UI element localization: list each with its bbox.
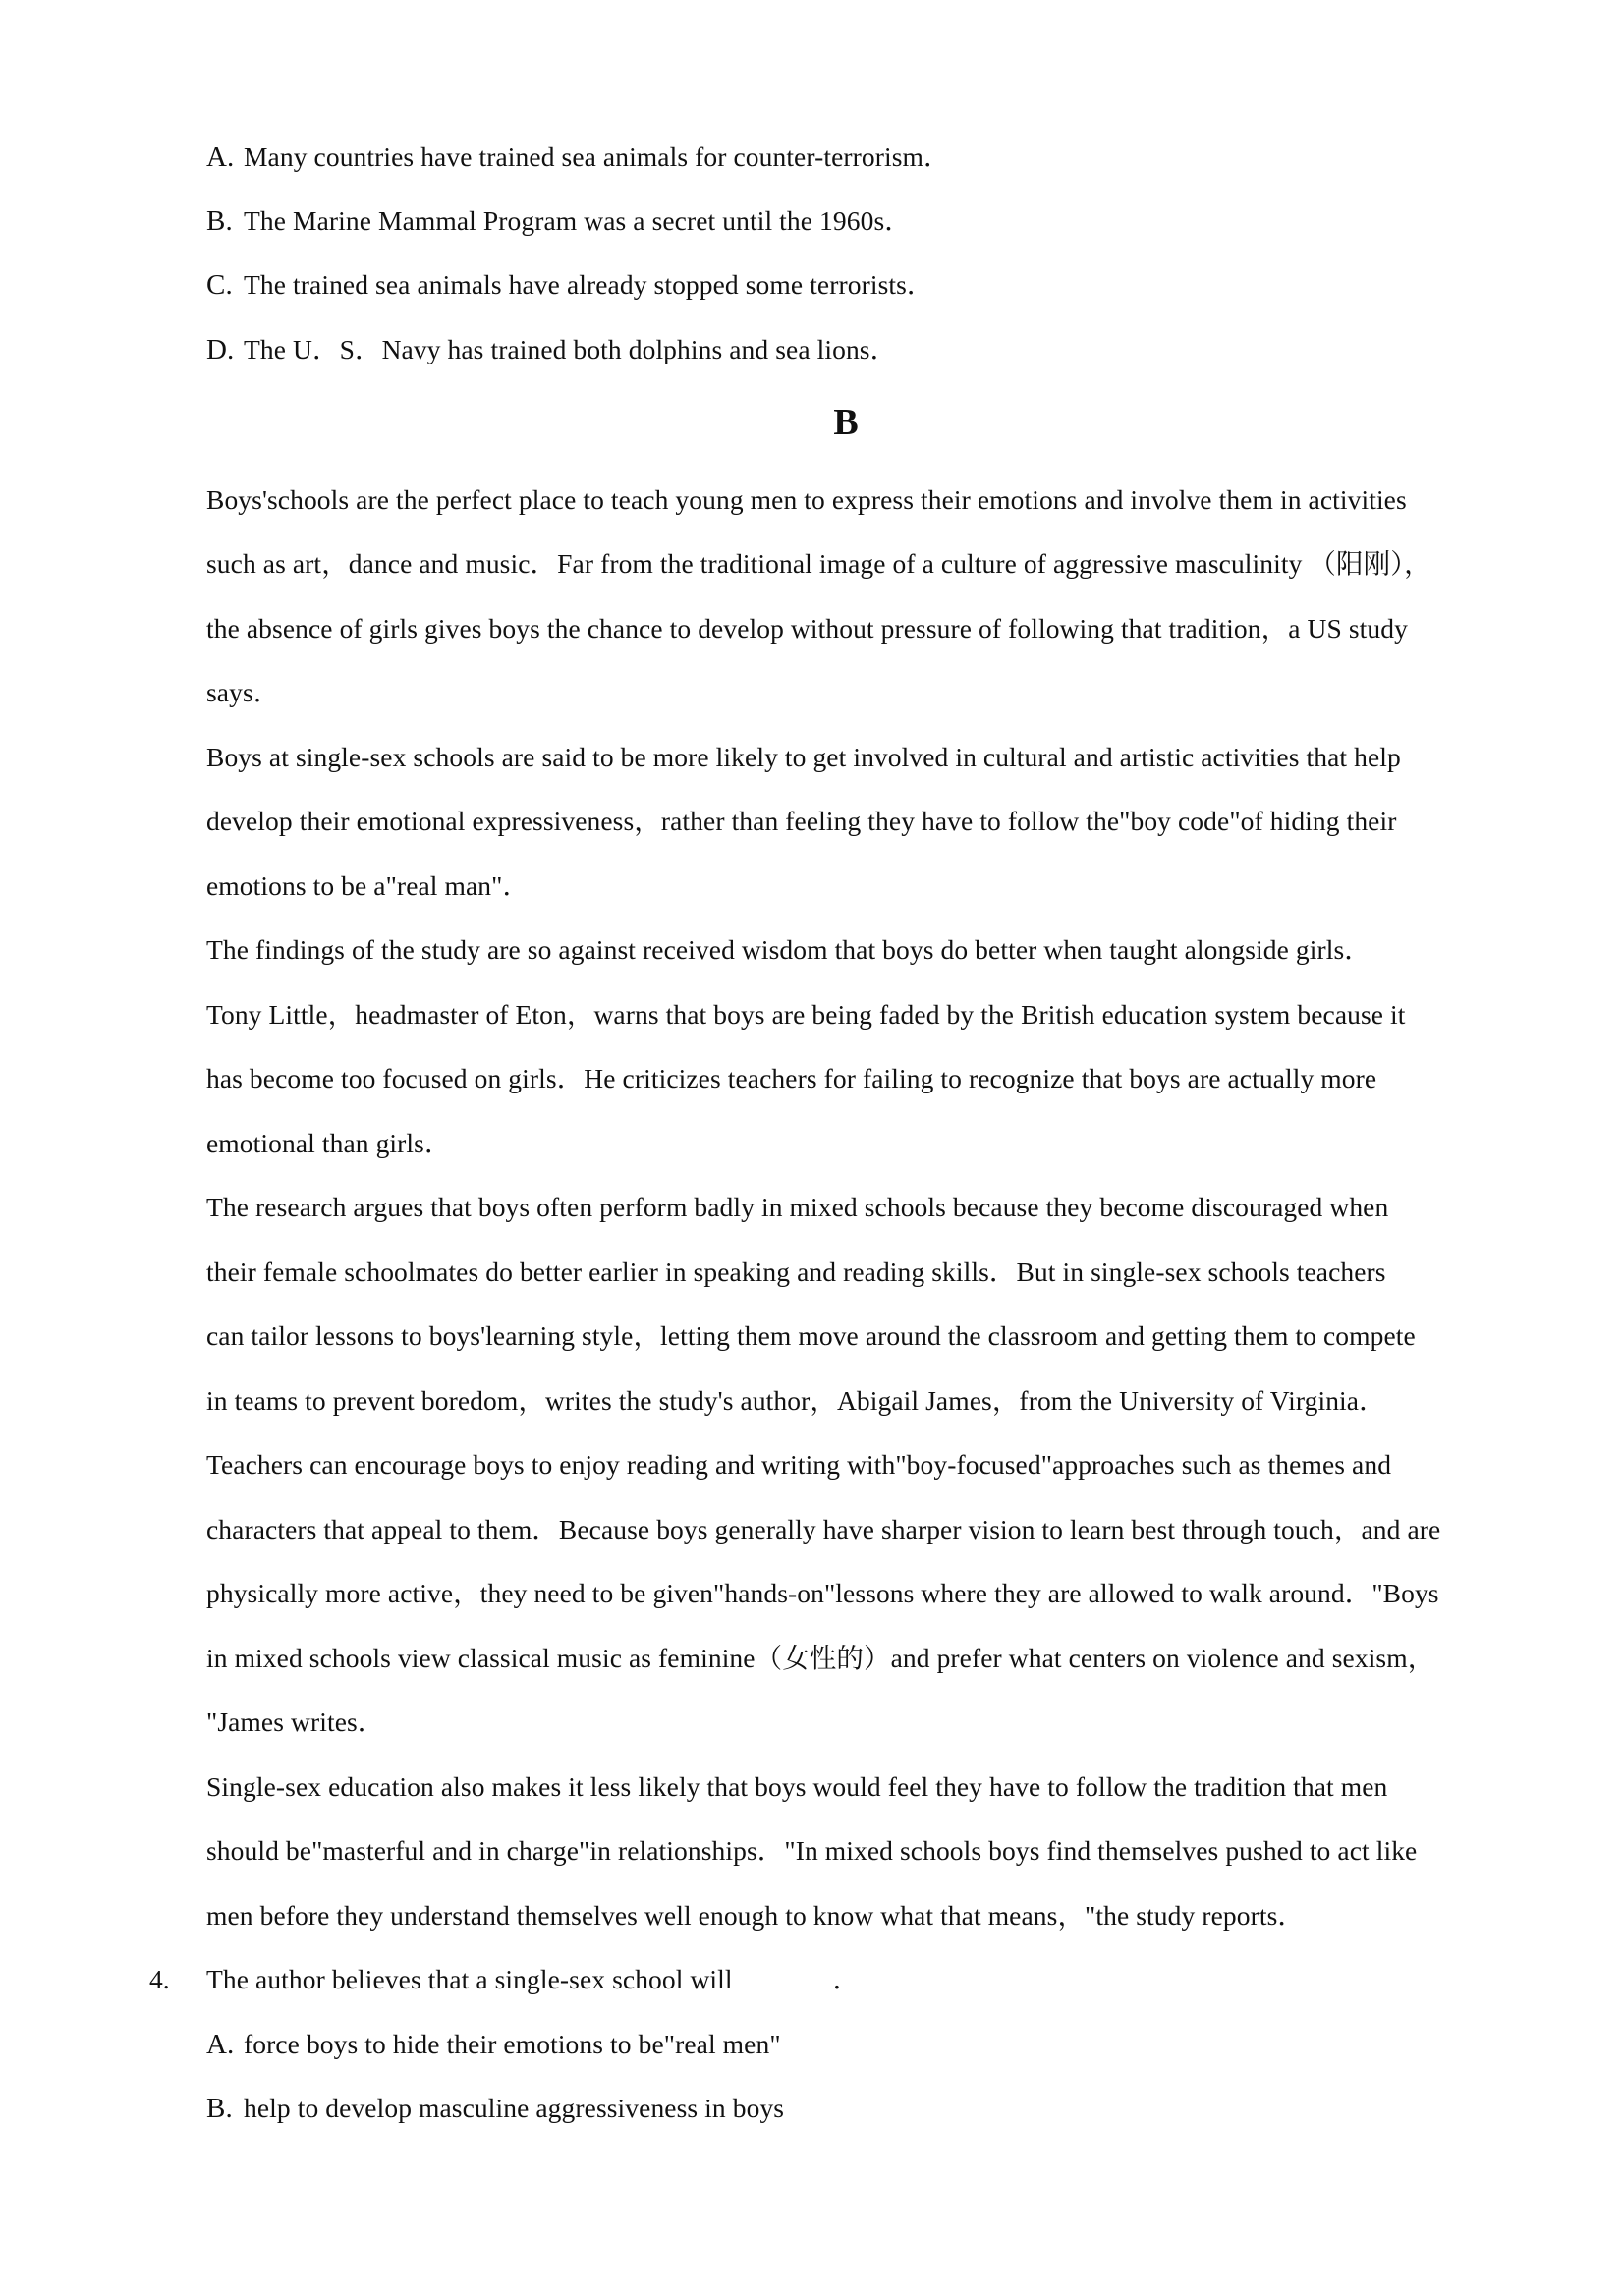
passage-line: can tailor lessons to boys'learning style，letting them move around the classroom and getting them to compete bbox=[206, 1320, 1416, 1351]
passage-line: emotional than girls． bbox=[206, 1128, 452, 1158]
option-letter: A. bbox=[206, 141, 235, 173]
section-title: B bbox=[833, 402, 859, 443]
passage-line: in mixed schools view classical music as feminine（女性的）and prefer what centers on violence and sexism， bbox=[206, 1643, 1435, 1673]
option-letter: D. bbox=[206, 334, 235, 365]
passage-line: develop their emotional expressiveness，rather than feeling they have to follow the"boy code"of hiding their bbox=[206, 806, 1397, 836]
option-text: The Marine Mammal Program was a secret until the 1960s． bbox=[244, 205, 912, 236]
question-option-b bbox=[206, 2091, 784, 2126]
passage-line: such as art，dance and music．Far from the traditional image of a culture of aggressive masculinity （阳刚）， bbox=[206, 548, 1431, 579]
option-a bbox=[206, 140, 951, 175]
passage-line: Boys'schools are the perfect place to teach young men to express their emotions and involve them in activities bbox=[206, 484, 1407, 515]
passage-line: Single-sex education also makes it less likely that boys would feel they have to follow the tradition that men bbox=[206, 1771, 1388, 1802]
question-stem-end: ． bbox=[832, 1964, 861, 1994]
passage-line: in teams to prevent boredom，writes the study's author，Abigail James，from the University of Virginia． bbox=[206, 1385, 1386, 1416]
passage-line: Boys at single-sex schools are said to be more likely to get involved in cultural and artistic activities that help bbox=[206, 742, 1401, 772]
passage-line: has become too focused on girls．He criticizes teachers for failing to recognize that boys are actually more bbox=[206, 1063, 1377, 1093]
option-b bbox=[206, 203, 912, 239]
passage-line: emotions to be a"real man"． bbox=[206, 870, 531, 901]
option-text: help to develop masculine aggressiveness in boys bbox=[244, 2093, 785, 2123]
option-letter: A. bbox=[206, 2029, 235, 2060]
passage-line: The findings of the study are so against received wisdom that boys do better when taught alongside girls． bbox=[206, 934, 1371, 965]
passage-line: men before they understand themselves well enough to know what that means，"the study reports． bbox=[206, 1900, 1305, 1931]
question-stem bbox=[206, 1962, 860, 1997]
question-stem-text: The author believes that a single-sex school will bbox=[206, 1964, 733, 1994]
option-letter: B. bbox=[206, 205, 233, 237]
passage-line: the absence of girls gives boys the chance to develop without pressure of following that tradition，a US study bbox=[206, 613, 1408, 644]
option-text: Many countries have trained sea animals for counter-terrorism． bbox=[244, 141, 951, 172]
passage-line: physically more active，they need to be given"hands-on"lessons where they are allowed to walk around．"Boys bbox=[206, 1578, 1439, 1608]
answer-blank bbox=[740, 1964, 826, 1988]
passage-line: says． bbox=[206, 677, 281, 707]
option-d bbox=[206, 332, 897, 367]
option-text: The trained sea animals have already stopped some terrorists． bbox=[244, 269, 934, 300]
passage-line: "James writes． bbox=[206, 1707, 385, 1737]
passage-line: Teachers can encourage boys to enjoy reading and writing with"boy-focused"approaches such as themes and bbox=[206, 1449, 1392, 1480]
passage-line: characters that appeal to them．Because boys generally have sharper vision to learn best through touch，and are bbox=[206, 1514, 1441, 1544]
passage-line: Tony Little，headmaster of Eton，warns that boys are being faded by the British education system because it bbox=[206, 999, 1406, 1030]
question-option-a bbox=[206, 2027, 781, 2062]
option-c bbox=[206, 267, 934, 303]
option-text: force boys to hide their emotions to be"real men" bbox=[244, 2029, 781, 2059]
option-letter: C. bbox=[206, 269, 233, 301]
passage-line: The research argues that boys often perform badly in mixed schools because they become discouraged when bbox=[206, 1192, 1389, 1222]
passage-line: their female schoolmates do better earlier in speaking and reading skills．But in single-sex schools teachers bbox=[206, 1257, 1386, 1287]
question-number: 4. bbox=[149, 1964, 170, 1994]
option-text: The U．S．Navy has trained both dolphins and sea lions． bbox=[244, 334, 898, 364]
option-letter: B. bbox=[206, 2093, 233, 2124]
passage-line: should be"masterful and in charge"in relationships．"In mixed schools boys find themselves pushed to act like bbox=[206, 1835, 1418, 1866]
